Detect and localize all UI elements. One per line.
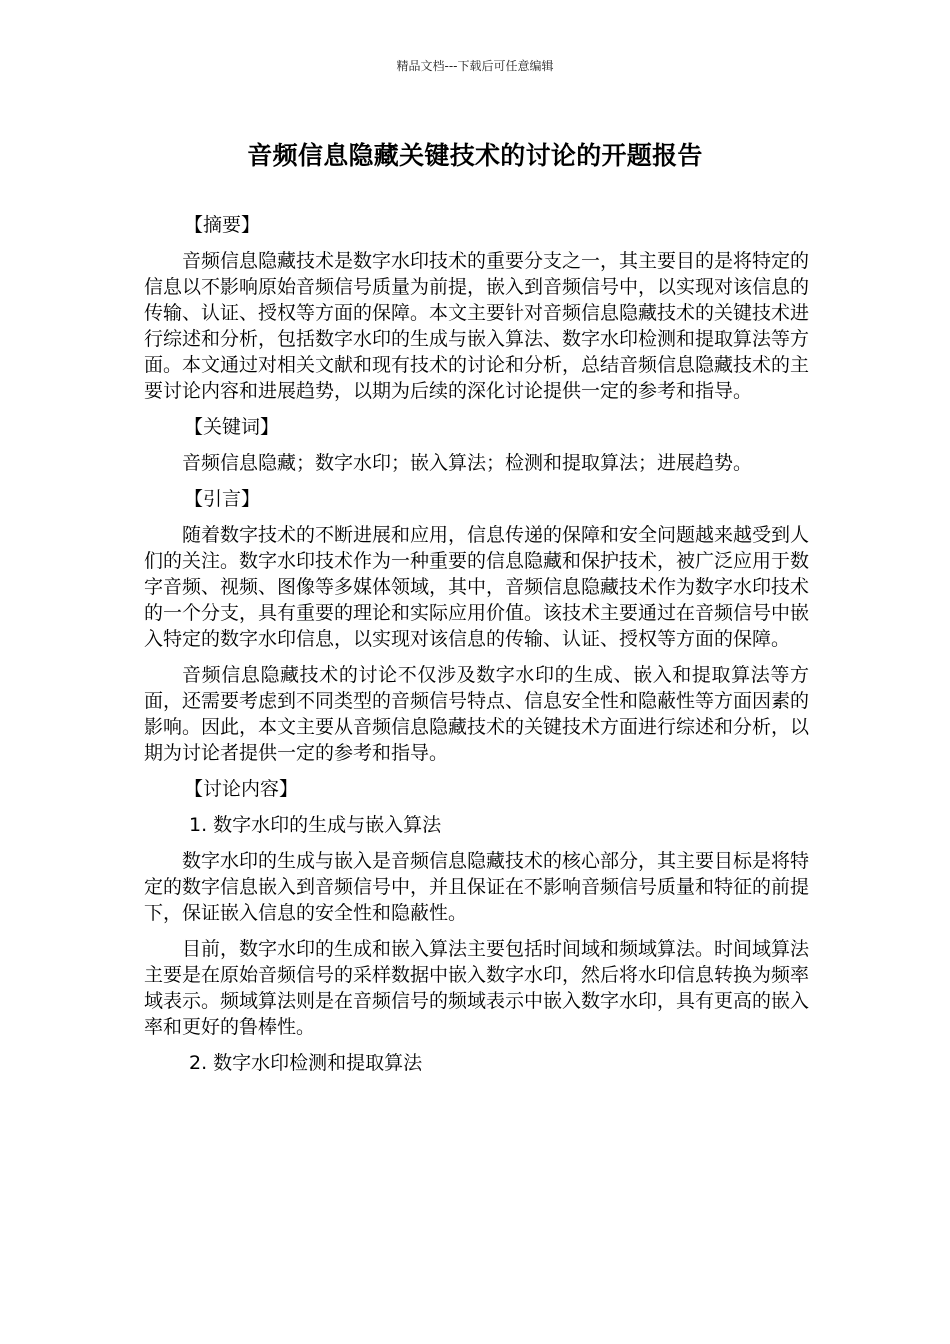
header-note: 精品文档---下载后可任意编辑 [396, 59, 554, 73]
subsection-2-heading: 2. 数字水印检测和提取算法 [189, 1052, 423, 1074]
abstract-heading: 【摘要】 [184, 214, 261, 236]
subsection-1-paragraph-1: 数字水印的生成与嵌入是音频信息隐藏技术的核心部分，其主要目标是将特定的数字信息嵌入到音频信号中，并且保证在不影响音频信号质量和特征的前提下，保证嵌入信息的安全性和隐蔽性。 [144, 850, 810, 924]
intro-paragraph-1: 随着数字技术的不断进展和应用，信息传递的保障和安全问题越来越受到人们的关注。数字水印技术作为一种重要的信息隐藏和保护技术，被广泛应用于数字音频、视频、图像等多媒体领域，其中，音频信息隐藏技术作为数字水印技术的一个分支，具有重要的理论和实际应用价值。该技术主要通过在音频信号中嵌入特定的数字水印信息，以实现对该信息的传输、认证、授权等方面的保障。 [144, 524, 810, 650]
intro-paragraph-2: 音频信息隐藏技术的讨论不仅涉及数字水印的生成、嵌入和提取算法等方面，还需要考虑到不同类型的音频信号特点、信息安全性和隐蔽性等方面因素的影响。因此，本文主要从音频信息隐藏技术的关键技术方面进行综述和分析，以期为讨论者提供一定的参考和指导。 [144, 664, 810, 764]
document-body [144, 212, 809, 1086]
subsection-1-paragraph-2: 目前，数字水印的生成和嵌入算法主要包括时间域和频域算法。时间域算法主要是在原始音频信号的采样数据中嵌入数字水印，然后将水印信息转换为频率域表示。频域算法则是在音频信号的频域表示中嵌入数字水印，具有更高的嵌入率和更好的鲁棒性。 [144, 938, 810, 1038]
subsection-1-heading: 1. 数字水印的生成与嵌入算法 [189, 814, 442, 836]
page-title: 音频信息隐藏关键技术的讨论的开题报告 [247, 141, 703, 170]
keywords-heading: 【关键词】 [184, 416, 280, 438]
intro-heading: 【引言】 [184, 488, 261, 510]
content-heading: 【讨论内容】 [184, 778, 299, 800]
abstract-paragraph: 音频信息隐藏技术是数字水印技术的重要分支之一，其主要目的是将特定的信息以不影响原始音频信号质量为前提，嵌入到音频信号中，以实现对该信息的传输、认证、授权等方面的保障。本文主要针对音频信息隐藏技术的关键技术进行综述和分析，包括数字水印的生成与嵌入算法、数字水印检测和提取算法等方面。本文通过对相关文献和现有技术的讨论和分析，总结音频信息隐藏技术的主要讨论内容和进展趋势，以期为后续的深化讨论提供一定的参考和指导。 [144, 250, 810, 402]
keywords-paragraph: 音频信息隐藏；数字水印；嵌入算法；检测和提取算法；进展趋势。 [182, 452, 753, 474]
